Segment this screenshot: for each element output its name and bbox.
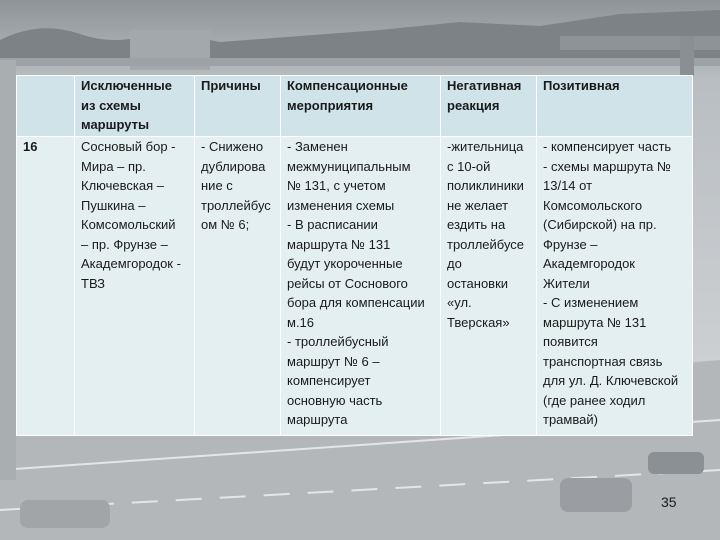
- row-number: 16: [17, 137, 75, 436]
- page-number: 35: [661, 494, 677, 510]
- table-header-row: [17, 76, 693, 137]
- routes-table: [16, 75, 693, 436]
- overpass: [560, 36, 720, 50]
- header-negative-reaction: Негативная реакция: [441, 76, 537, 137]
- cell-excluded-route: Сосновый бор - Мира – пр. Ключевская – Пушкина – Комсомольский – пр. Фрунзе – Академгородок - ТВЗ: [75, 137, 195, 436]
- header-number: [17, 76, 75, 137]
- cell-compensation-measures: - Заменен межмуниципальным № 131, с учетом изменения схемы - В расписании маршрута № 131 будут укороченные рейсы от Соснового бора для компенсации м.16 - троллейбусный маршрут № 6 – компенсирует основную часть маршрута: [281, 137, 441, 436]
- header-positive: Позитивная: [537, 76, 693, 137]
- cell-positive: - компенсирует часть - схемы маршрута № 13/14 от Комсомольского (Сибирской) на пр. Фрунзе – Академгородок Жители - С изменением маршрута № 131 появится транспортная связь для ул. Д. Ключевской (где ранее ходил трамвай): [537, 137, 693, 436]
- header-reasons: Причины: [195, 76, 281, 137]
- cell-negative-reaction: -жительница с 10-ой поликлиники не желает ездить на троллейбусе до остановки «ул. Тверская»: [441, 137, 537, 436]
- header-excluded-routes: Исключенные из схемы маршруты: [75, 76, 195, 137]
- header-compensation-measures: Компенсационные мероприятия: [281, 76, 441, 137]
- cell-reasons: - Снижено дублирова ние с троллейбус ом № 6;: [195, 137, 281, 436]
- table-row: [17, 137, 693, 436]
